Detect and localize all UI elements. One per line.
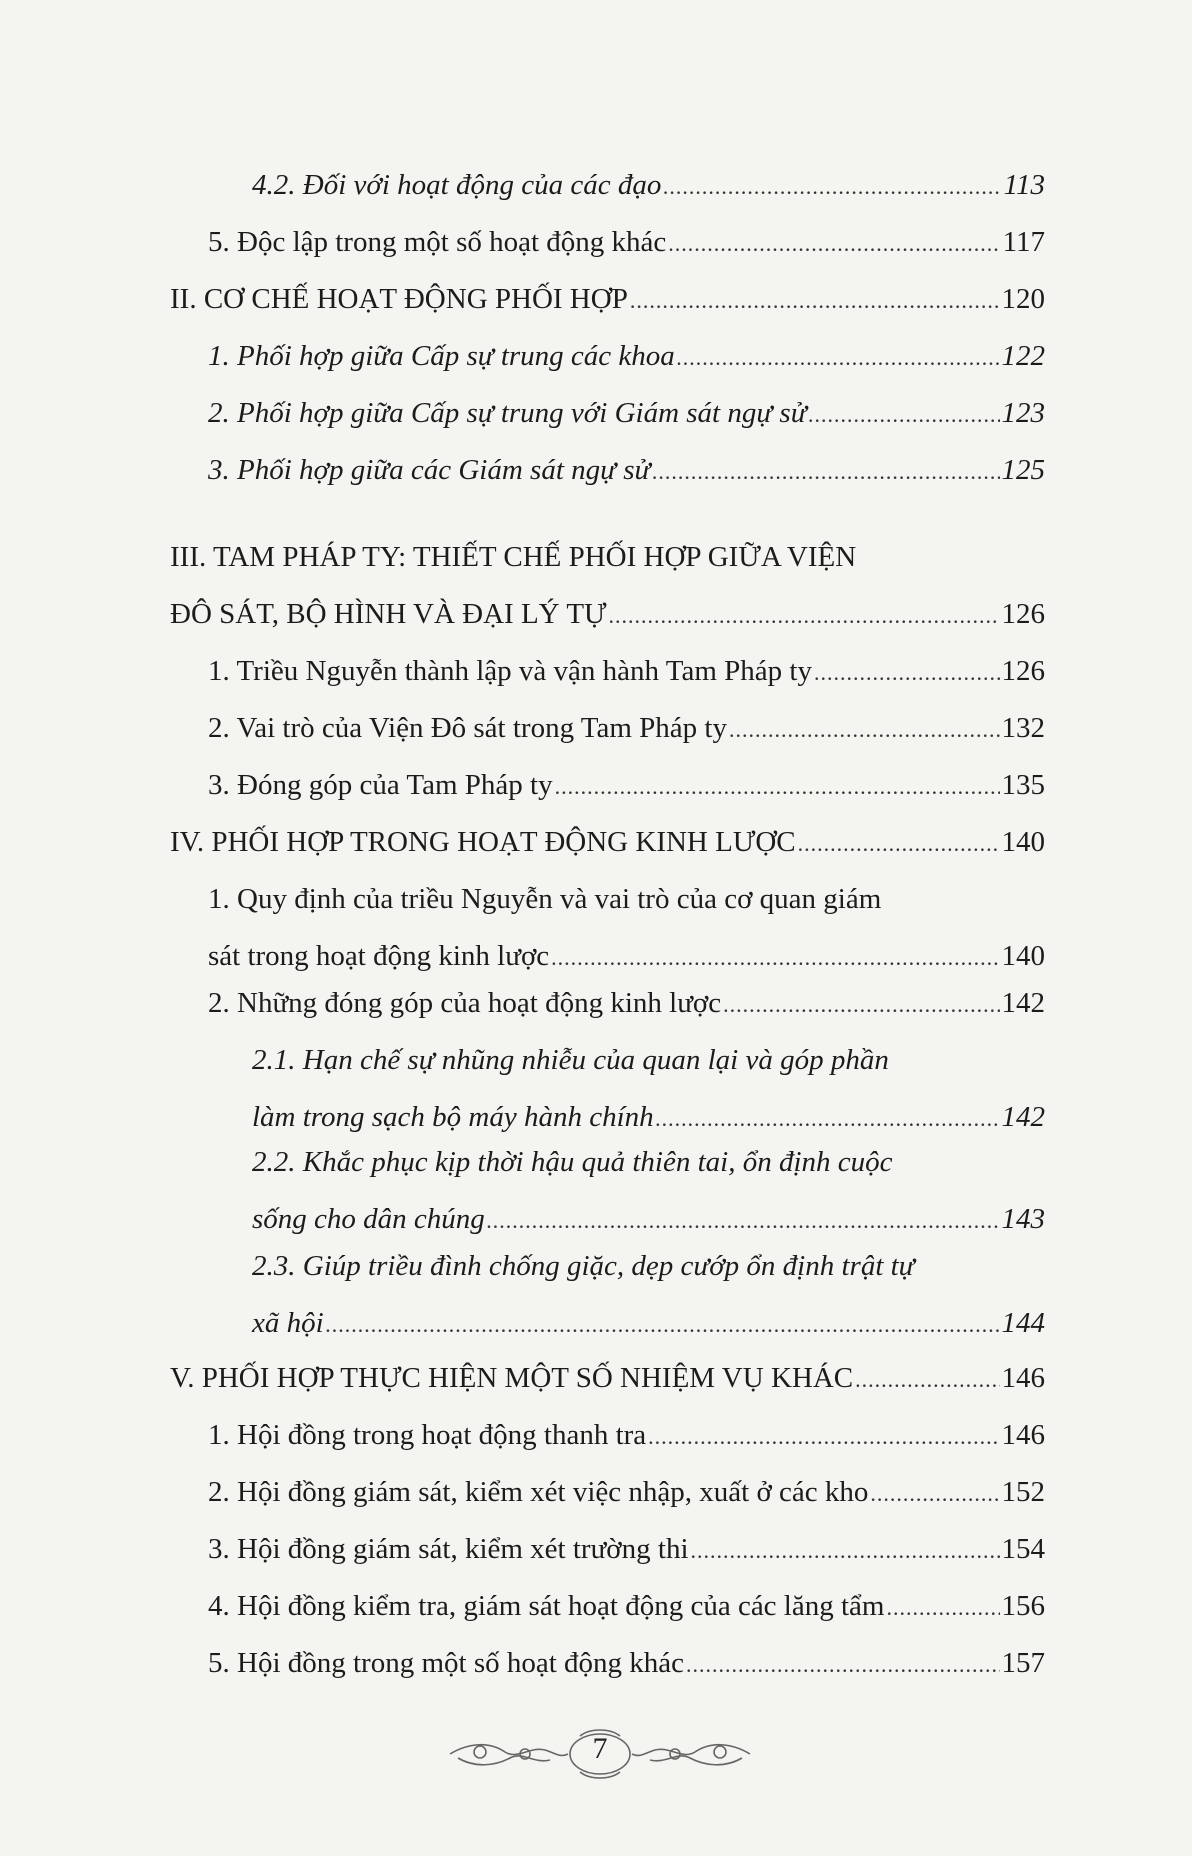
toc-entry-title: V. PHỐI HỢP THỰC HIỆN MỘT SỐ NHIỆM VỤ KHÁC xyxy=(170,1362,854,1394)
toc-entry-title: 3. Đóng góp của Tam Pháp ty xyxy=(208,769,553,801)
page-number: 7 xyxy=(592,1732,608,1765)
toc-entry-title: 2. Phối hợp giữa Cấp sự trung với Giám sát ngự sử xyxy=(208,397,807,429)
toc-entry xyxy=(208,1407,1045,1464)
toc-entry xyxy=(252,1134,1045,1248)
toc-entry xyxy=(208,385,1045,442)
toc-entry xyxy=(208,1578,1045,1635)
toc-page-number: 122 xyxy=(1001,340,1045,372)
toc-entry-title-line1: 2.2. Khắc phục kịp thời hậu quả thiên tai, ổn định cuộc xyxy=(252,1146,893,1178)
toc-page-number: 117 xyxy=(1002,226,1045,258)
toc-page-number: 154 xyxy=(1001,1533,1045,1565)
toc-entry-title: 2. Những đóng góp của hoạt động kinh lược xyxy=(208,987,722,1019)
toc-page-number: 142 xyxy=(1001,987,1045,1019)
toc-page-number: 123 xyxy=(1001,397,1045,429)
toc-page-number: 142 xyxy=(1001,1101,1045,1133)
toc-page-number: 132 xyxy=(1001,712,1045,744)
toc-entry xyxy=(208,1521,1045,1578)
dot-leader xyxy=(723,976,999,1033)
toc-entry-title: 4.2. Đối với hoạt động của các đạo xyxy=(252,169,662,201)
toc-page-number: 125 xyxy=(1001,454,1045,486)
toc-entry-title-line1: 1. Quy định của triều Nguyễn và vai trò của cơ quan giám xyxy=(208,883,882,915)
toc-page-number: 156 xyxy=(1001,1590,1045,1622)
toc-entry xyxy=(252,157,1045,214)
toc-section-heading xyxy=(170,529,1045,643)
dot-leader xyxy=(555,758,1000,815)
dot-leader xyxy=(663,158,1001,215)
toc-entry-title: 3. Phối hợp giữa các Giám sát ngự sử xyxy=(208,454,651,486)
toc-entry-title-line2: xã hội xyxy=(252,1307,324,1339)
toc-page-number: 140 xyxy=(1001,826,1045,858)
toc-section-heading xyxy=(170,271,1045,328)
dot-leader xyxy=(630,272,1000,329)
toc-entry-title: II. CƠ CHẾ HOẠT ĐỘNG PHỐI HỢP xyxy=(170,283,628,315)
toc-entry xyxy=(252,1032,1045,1146)
dot-leader xyxy=(668,215,1000,272)
dot-leader xyxy=(886,1579,999,1636)
toc-entry-title-line1: 2.3. Giúp triều đình chống giặc, dẹp cướp ổn định trật tự xyxy=(252,1250,915,1282)
toc-page-number: 135 xyxy=(1001,769,1045,801)
toc-entry-title: 4. Hội đồng kiểm tra, giám sát hoạt động của các lăng tẩm xyxy=(208,1590,885,1622)
dot-leader xyxy=(326,1296,1000,1353)
toc-entry-title-line2: sống cho dân chúng xyxy=(252,1203,485,1235)
toc-page-number: 157 xyxy=(1001,1647,1045,1679)
toc-entry xyxy=(208,328,1045,385)
toc-entry-title: 2. Vai trò của Viện Đô sát trong Tam Pháp ty xyxy=(208,712,727,744)
toc-entry xyxy=(208,871,1045,985)
toc-page-number: 140 xyxy=(1001,940,1045,972)
toc-entry-title: 3. Hội đồng giám sát, kiểm xét trường thi xyxy=(208,1533,689,1565)
toc-section-heading xyxy=(170,814,1045,871)
toc-page-number: 143 xyxy=(1001,1203,1045,1235)
dot-leader xyxy=(809,386,1000,443)
toc-entry-title: 1. Phối hợp giữa Cấp sự trung các khoa xyxy=(208,340,675,372)
toc-entry xyxy=(208,643,1045,700)
toc-entry xyxy=(252,1238,1045,1352)
toc-page-number: 146 xyxy=(1001,1362,1045,1394)
toc-page-number: 144 xyxy=(1001,1307,1045,1339)
toc-entry-title-line2: ĐÔ SÁT, BỘ HÌNH VÀ ĐẠI LÝ TỰ xyxy=(170,598,607,630)
toc-section-heading xyxy=(170,1350,1045,1407)
toc-entry-title: 1. Hội đồng trong hoạt động thanh tra xyxy=(208,1419,647,1451)
toc-entry-title: 1. Triều Nguyễn thành lập và vận hành Tam Pháp ty xyxy=(208,655,812,687)
toc-entry xyxy=(208,442,1045,499)
dot-leader xyxy=(798,815,1000,872)
toc-entry-title: IV. PHỐI HỢP TRONG HOẠT ĐỘNG KINH LƯỢC xyxy=(170,826,796,858)
dot-leader xyxy=(729,701,1000,758)
toc-entry xyxy=(208,1464,1045,1521)
toc-page-number: 113 xyxy=(1003,169,1045,201)
dot-leader xyxy=(855,1351,999,1408)
dot-leader xyxy=(814,644,1000,701)
toc-entry xyxy=(208,214,1045,271)
dot-leader xyxy=(691,1522,1000,1579)
toc-entry-title-line1: 2.1. Hạn chế sự nhũng nhiễu của quan lại và góp phần xyxy=(252,1044,889,1076)
toc-entry xyxy=(208,975,1045,1032)
toc-entry-title: 5. Độc lập trong một số hoạt động khác xyxy=(208,226,667,258)
toc-entry-title-line1: III. TAM PHÁP TY: THIẾT CHẾ PHỐI HỢP GIỮA VIỆN xyxy=(170,541,857,573)
toc-page-number: 146 xyxy=(1001,1419,1045,1451)
toc-entry-title-line2: làm trong sạch bộ máy hành chính xyxy=(252,1101,654,1133)
dot-leader xyxy=(648,1408,999,1465)
toc-page-number: 120 xyxy=(1001,283,1045,315)
page-footer xyxy=(430,1724,770,1784)
dot-leader xyxy=(652,443,999,500)
dot-leader xyxy=(677,329,1000,386)
toc-entry-title: 5. Hội đồng trong một số hoạt động khác xyxy=(208,1647,685,1679)
toc-entry xyxy=(208,700,1045,757)
toc-entry-title-line2: sát trong hoạt động kinh lược xyxy=(208,940,550,972)
toc-page-number: 126 xyxy=(1001,655,1045,687)
toc-page-number: 126 xyxy=(1001,598,1045,630)
toc-entry-title: 2. Hội đồng giám sát, kiểm xét việc nhập, xuất ở các kho xyxy=(208,1476,869,1508)
toc-entry xyxy=(208,1635,1045,1692)
toc-page-number: 152 xyxy=(1001,1476,1045,1508)
dot-leader xyxy=(870,1465,999,1522)
toc-entry xyxy=(208,757,1045,814)
dot-leader xyxy=(686,1636,999,1693)
dot-leader xyxy=(609,587,1000,644)
